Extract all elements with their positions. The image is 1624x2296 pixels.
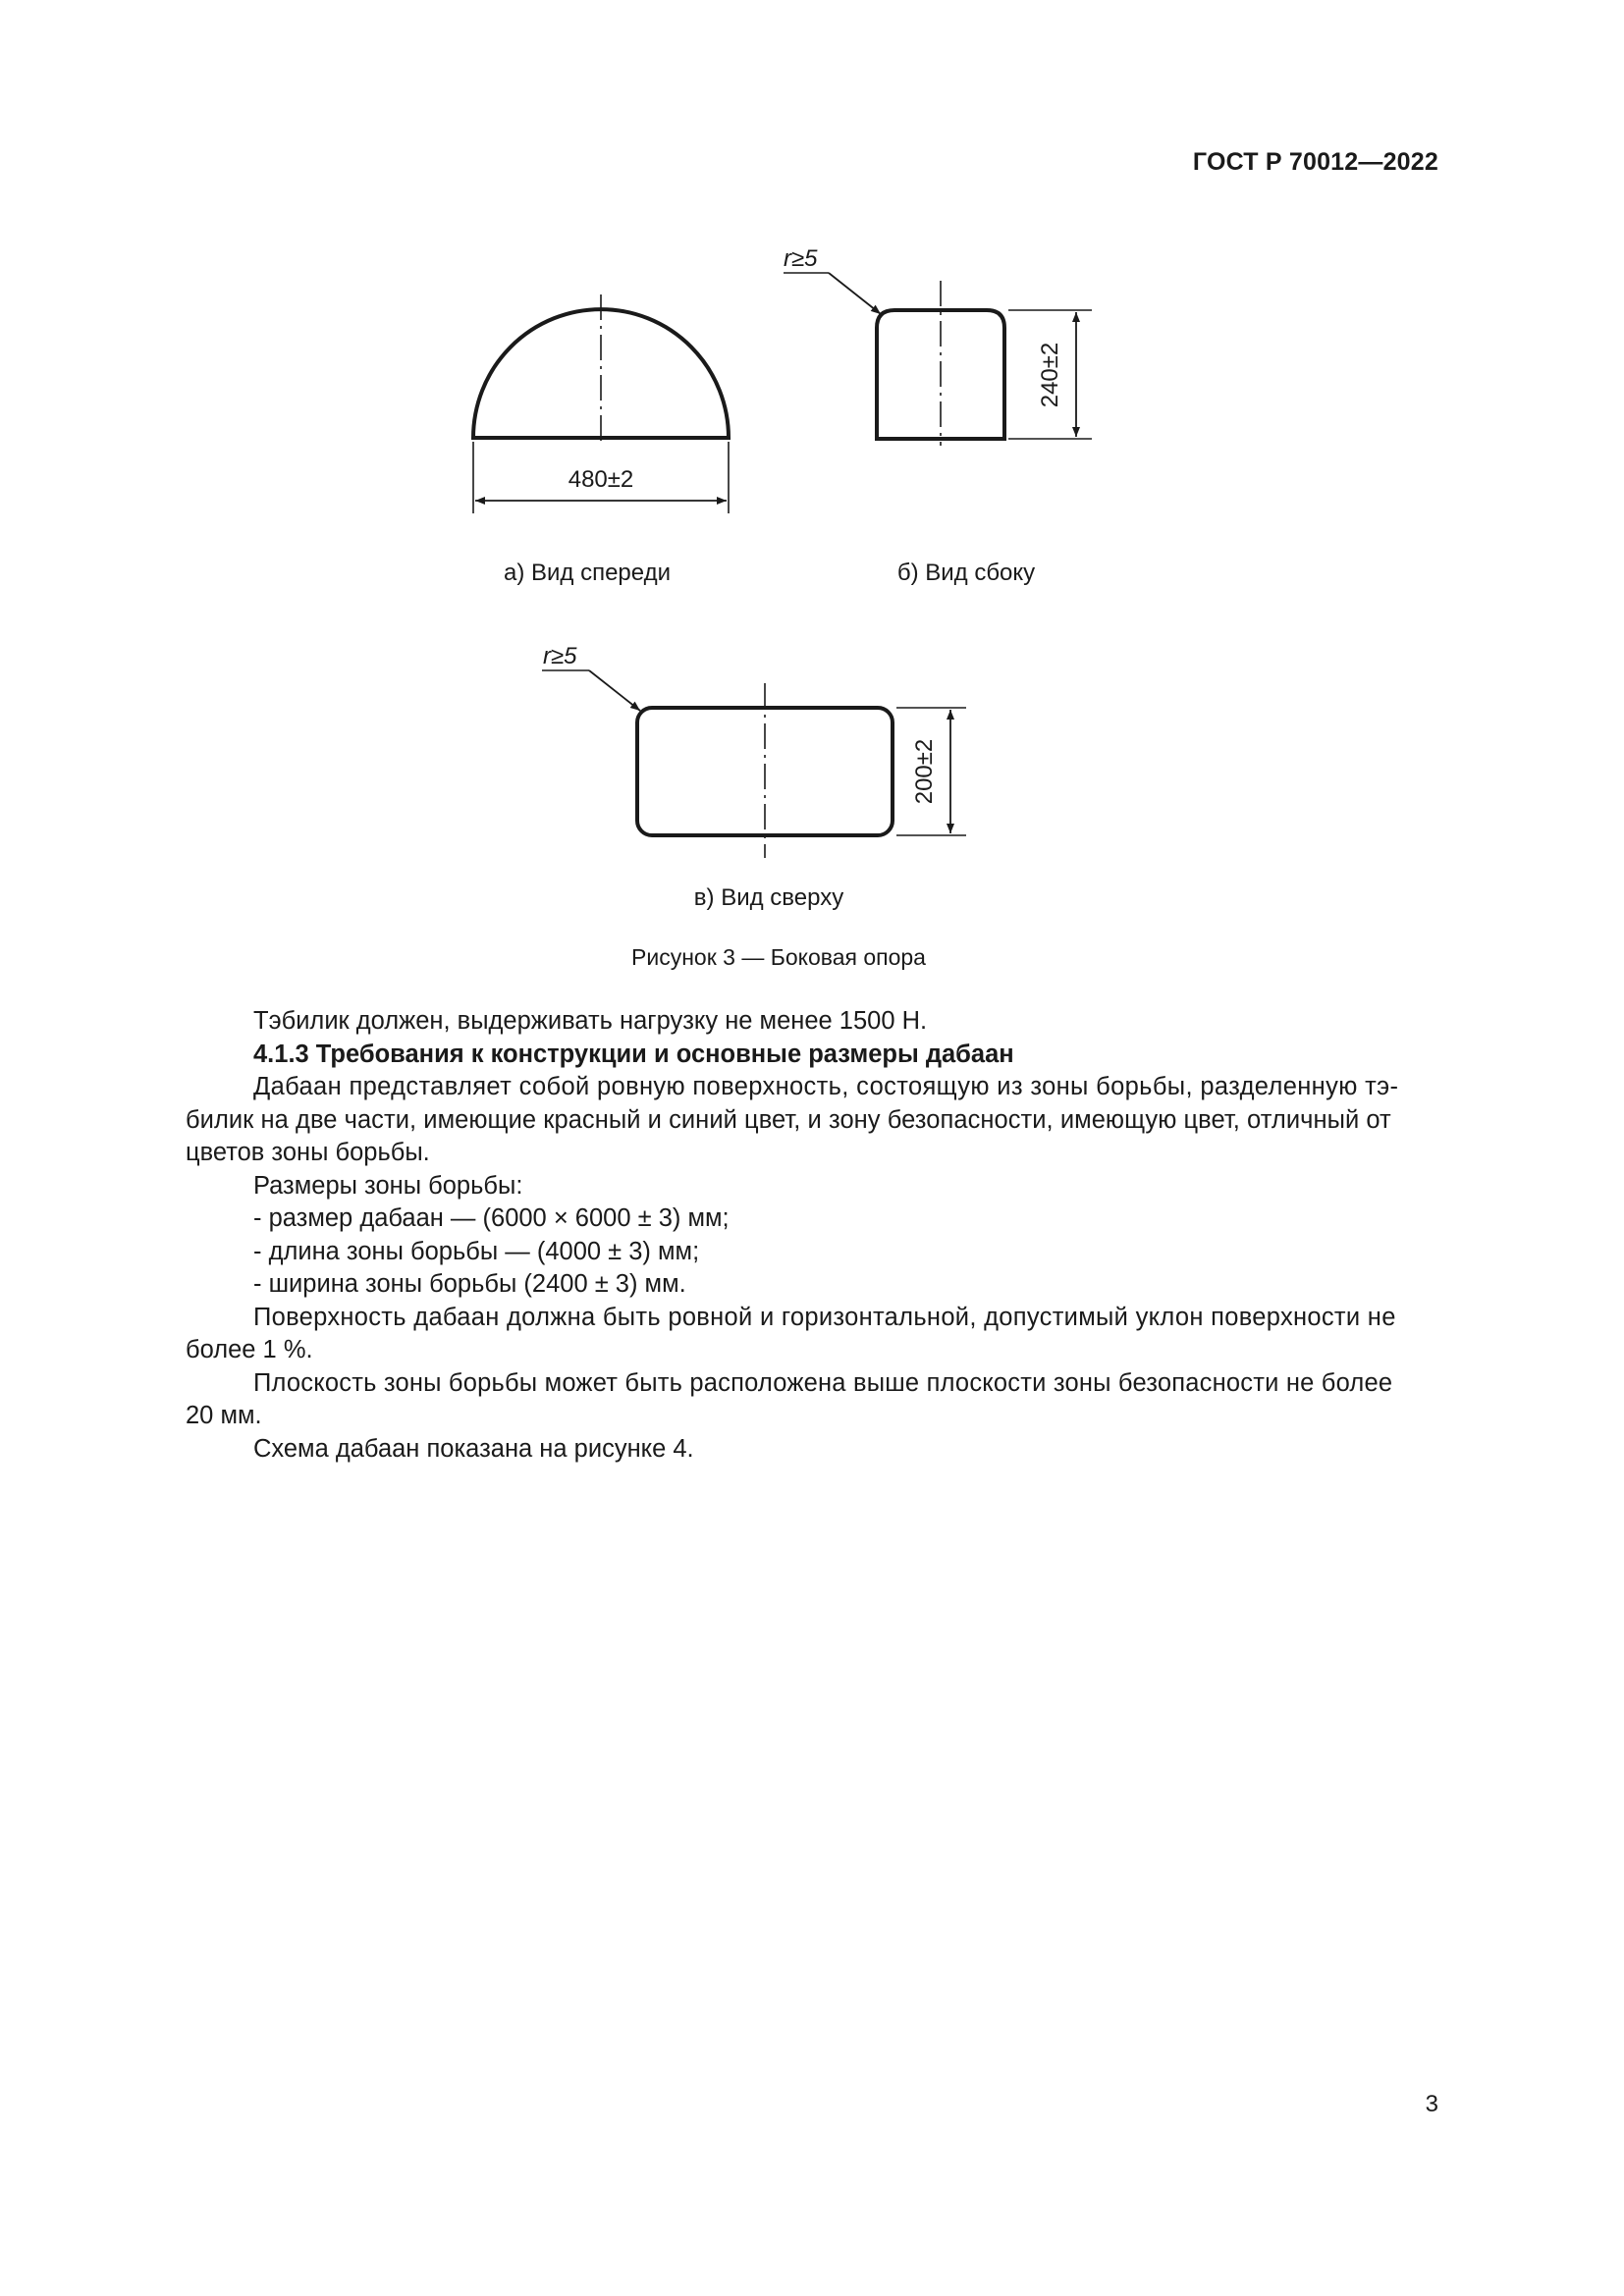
list-item: - размер дабаан — (6000 × 6000 ± 3) мм; <box>253 1204 730 1232</box>
section-heading: 4.1.3 Требования к конструкции и основные размеры дабаан <box>253 1040 1014 1068</box>
top-view-caption: в) Вид сверху <box>693 884 844 911</box>
front-view-caption: а) Вид спереди <box>503 560 672 586</box>
body-text <box>186 1005 1438 1466</box>
side-radius-label: r≥5 <box>784 245 818 272</box>
paragraph-dabaan-line1: Дабаан представляет собой ровную поверхность, состоящую из зоны борьбы, разделенную тэ- <box>253 1073 1399 1100</box>
document-code: ГОСТ Р 70012—2022 <box>1192 148 1438 176</box>
front-view-drawing <box>473 294 729 513</box>
paragraph-dabaan-line3: цветов зоны борьбы. <box>186 1139 430 1166</box>
figure-title: Рисунок 3 — Боковая опора <box>631 944 926 970</box>
paragraph-zone-sizes: Размеры зоны борьбы: <box>253 1171 523 1200</box>
list-item: - ширина зоны борьбы (2400 ± 3) мм. <box>253 1270 686 1298</box>
list-item: - длина зоны борьбы — (4000 ± 3) мм; <box>253 1237 700 1265</box>
front-width-dimension: 480±2 <box>568 466 634 493</box>
top-height-dimension: 200±2 <box>911 738 938 805</box>
side-view-drawing <box>784 245 1092 446</box>
figure-side-support <box>0 0 1624 982</box>
paragraph-load: Тэбилик должен, выдерживать нагрузку не менее 1500 Н. <box>253 1007 928 1035</box>
paragraph-dabaan-line2: билик на две части, имеющие красный и синий цвет, и зону безопасности, имеющую цвет, отличный от <box>186 1105 1391 1134</box>
paragraph-plane-line2: 20 мм. <box>186 1402 262 1429</box>
side-height-dimension: 240±2 <box>1037 342 1063 408</box>
side-view-caption: б) Вид сбоку <box>896 560 1036 586</box>
paragraph-scheme: Схема дабаан показана на рисунке 4. <box>253 1434 694 1463</box>
paragraph-surface-line1: Поверхность дабаан должна быть ровной и горизонтальной, допустимый уклон поверхности не <box>253 1303 1396 1331</box>
top-view-drawing <box>542 643 966 858</box>
top-radius-label: r≥5 <box>543 643 577 669</box>
paragraph-plane-line1: Плоскость зоны борьбы может быть расположена выше плоскости зоны безопасности не более <box>253 1368 1393 1397</box>
paragraph-surface-line2: более 1 %. <box>186 1336 313 1363</box>
page-number: 3 <box>1425 2091 1438 2117</box>
